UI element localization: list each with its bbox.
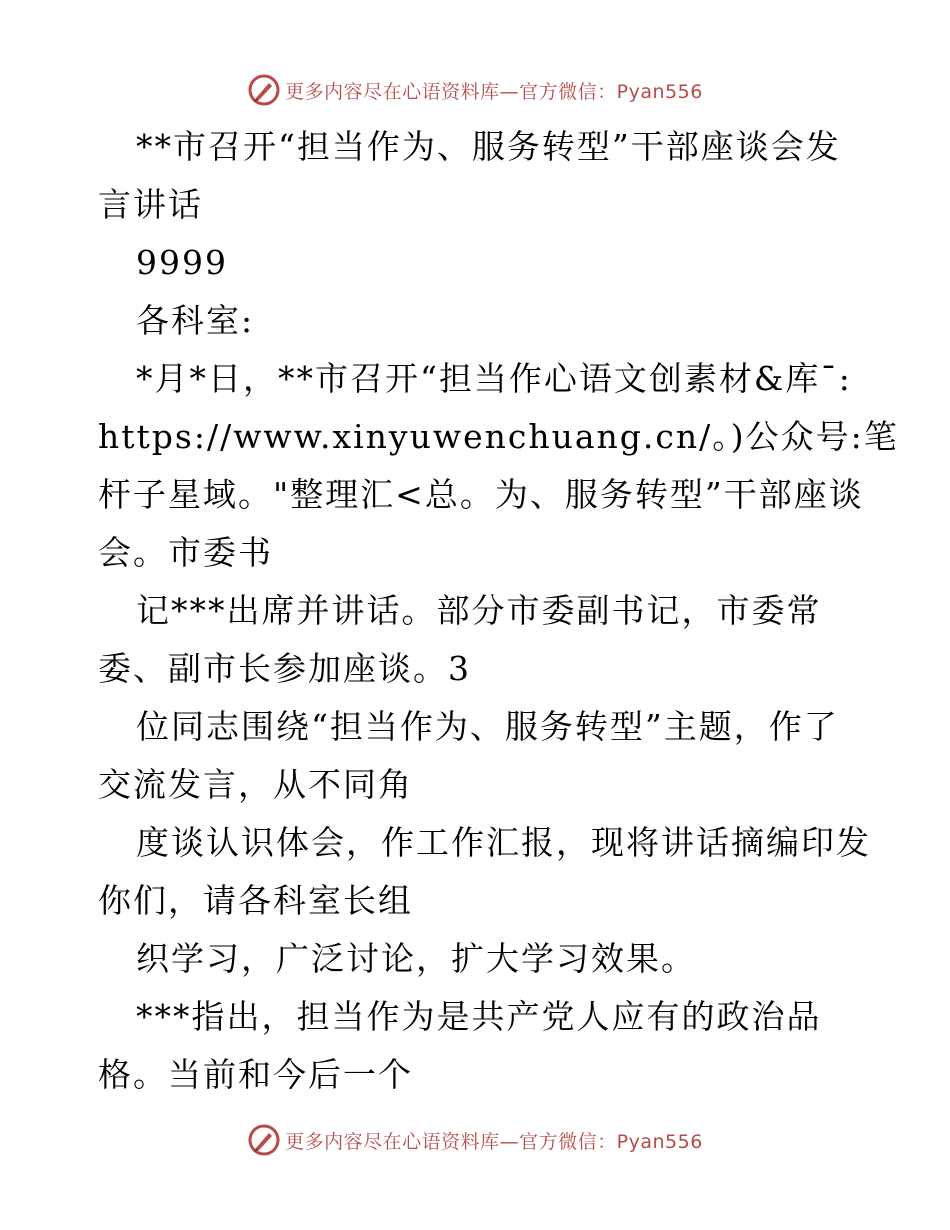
text-line: ***指出，担当作为是共产党人应有的政治品 xyxy=(136,997,822,1036)
text-line: https://www.xinyuwenchuang.cn/。)公众号:笔 xyxy=(98,417,899,456)
text-line: 度谈认识体会，作工作汇报，现将讲话摘编印发 xyxy=(136,823,871,862)
text-line: 记***出席并讲话。部分市委副书记，市委常 xyxy=(136,591,822,630)
text-line: 杆子星域。"整理汇<总。为、服务转型”干部座谈 xyxy=(98,475,864,514)
watermark-header xyxy=(0,70,950,110)
watermark-text: 更多内容尽在心语资料库—官方微信：Pyan556 xyxy=(285,1130,703,1153)
text-line: *月*日，**市召开“担当作心语文创素材&库¯: xyxy=(136,359,852,398)
text-line: 会。市委书 xyxy=(98,533,273,572)
text-line: 委、副市长参加座谈。3 xyxy=(98,649,471,688)
text-line: 各科室: xyxy=(136,301,255,340)
text-line: 你们，请各科室长组 xyxy=(98,881,413,920)
pen-logo-icon xyxy=(247,1123,281,1157)
text-line: 交流发言，从不同角 xyxy=(98,765,413,804)
watermark-footer xyxy=(0,1120,950,1160)
text-line: 位同志围绕“担当作为、服务转型”主题，作了 xyxy=(136,707,839,746)
text-line: **市召开“担当作为、服务转型”干部座谈会发 xyxy=(136,127,841,166)
document-body xyxy=(98,118,899,1104)
pen-logo-icon xyxy=(247,73,281,107)
text-line: 织学习，广泛讨论，扩大学习效果。 xyxy=(136,939,696,978)
watermark-text: 更多内容尽在心语资料库—官方微信：Pyan556 xyxy=(285,80,703,103)
text-line: 格。当前和今后一个 xyxy=(98,1055,413,1094)
text-line: 9999 xyxy=(136,243,228,282)
text-line: 言讲话 xyxy=(98,185,203,224)
